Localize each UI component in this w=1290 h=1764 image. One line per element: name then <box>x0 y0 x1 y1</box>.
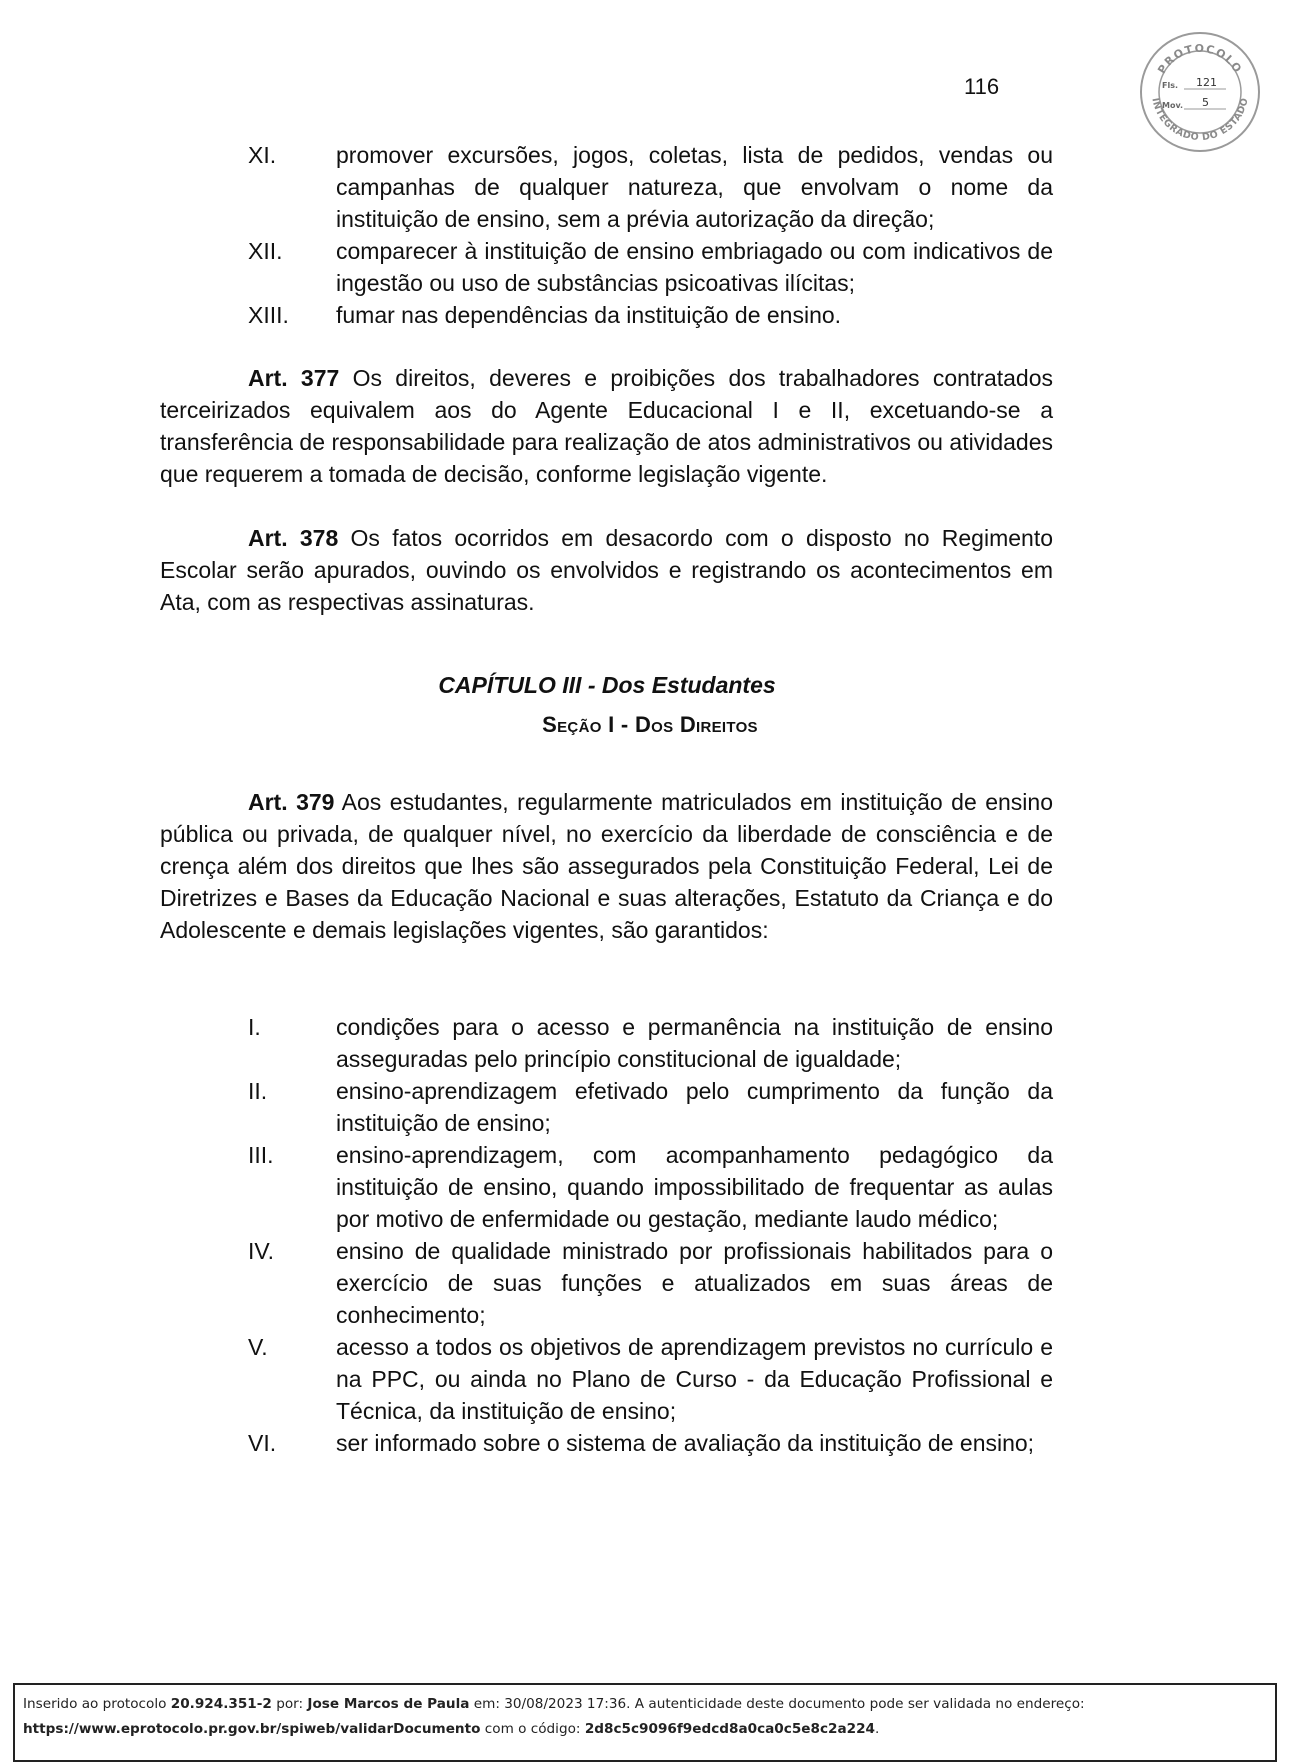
item-number: XI. <box>248 142 277 168</box>
list-item <box>160 1075 1053 1139</box>
item-text: promover excursões, jogos, coletas, lista de pedidos, vendas ou campanhas de qualquer natureza, que envolvam o nome da instituição de ensino, sem a prévia autorização da direção; <box>336 142 1053 232</box>
protocol-stamp <box>1138 30 1262 154</box>
stamp-fls-value: 121 <box>1196 76 1217 89</box>
article-text: Os direitos, deveres e proibições dos trabalhadores contratados terceirizados equivalem aos do Agente Educacional I e II, excetuando-se a transferência de responsabilidade para realização de atos administrativos ou atividades que requerem a tomada de decisão, conforme legislação vigente. <box>160 365 1054 487</box>
list-item <box>160 1427 1053 1459</box>
authenticity-footer <box>13 1683 1277 1762</box>
page-number: 116 <box>964 74 1000 99</box>
item-text: ser informado sobre o sistema de avaliação da instituição de ensino; <box>336 1430 1035 1456</box>
item-text: ensino-aprendizagem, com acompanhamento pedagógico da instituição de ensino, quando impossibilitado de frequentar as aulas por motivo de enfermidade ou gestação, mediante laudo médico; <box>336 1142 1053 1232</box>
stamp-mov-value: 5 <box>1202 96 1209 109</box>
svg-text:PROTOCOLO <box>1155 42 1244 76</box>
validation-url[interactable]: https://www.eprotocolo.pr.gov.br/spiweb/validarDocumento <box>23 1721 481 1737</box>
item-number: IV. <box>248 1238 275 1264</box>
article-text: Os fatos ocorridos em desacordo com o disposto no Regimento Escolar serão apurados, ouvindo os envolvidos e registrando os acontecimentos em Ata, com as respectivas assinaturas. <box>160 525 1053 615</box>
article-379 <box>160 786 1053 946</box>
chapter-title: CAPÍTULO III - Dos Estudantes <box>438 672 776 698</box>
section-title: Seção I - Dos Direitos <box>542 712 758 737</box>
stamp-bottom-text: INTEGRADO DO ESTADO <box>1149 96 1251 144</box>
item-number: VI. <box>248 1430 277 1456</box>
article-377 <box>160 362 1053 490</box>
article-label: Art. 378 <box>248 525 339 551</box>
list-item <box>160 1139 1053 1235</box>
stamp-mov-label: Mov. <box>1162 101 1184 110</box>
rights-list <box>160 1011 1053 1459</box>
item-text: ensino de qualidade ministrado por profissionais habilitados para o exercício de suas funções e atualizados em suas áreas de conhecimento; <box>336 1238 1053 1328</box>
item-text: acesso a todos os objetivos de aprendizagem previstos no currículo e na PPC, ou ainda no Plano de Curso - da Educação Profissional e Técnica, da instituição de ensino; <box>336 1334 1053 1424</box>
item-number: XII. <box>248 238 283 264</box>
item-number: I. <box>248 1014 261 1040</box>
article-label: Art. 379 <box>248 789 335 815</box>
author-name: Jose Marcos de Paula <box>307 1696 470 1712</box>
list-item <box>160 1331 1053 1427</box>
item-text: ensino-aprendizagem efetivado pelo cumprimento da função da instituição de ensino; <box>336 1078 1053 1136</box>
item-text: condições para o acesso e permanência na instituição de ensino asseguradas pelo princípio constitucional de igualdade; <box>336 1014 1053 1072</box>
item-text: fumar nas dependências da instituição de ensino. <box>336 302 842 328</box>
item-number: XIII. <box>248 302 289 328</box>
footer-line-1: Inserido ao protocolo 20.924.351-2 por: Jose Marcos de Paula em: 30/08/2023 17:36. A autenticidade deste documento pode ser validada no endereço: <box>23 1696 1085 1712</box>
article-label: Art. 377 <box>248 365 340 391</box>
item-number: III. <box>248 1142 274 1168</box>
stamp-top-text: PROTOCOLO <box>1155 42 1245 77</box>
item-text: comparecer à instituição de ensino embriagado ou com indicativos de ingestão ou uso de substâncias psicoativas ilícitas; <box>336 238 1053 296</box>
article-378 <box>160 522 1053 618</box>
list-item <box>160 139 1053 235</box>
prohibitions-list-continued <box>160 139 1053 331</box>
stamp-fls-label: Fls. <box>1162 81 1179 90</box>
item-number: II. <box>248 1078 268 1104</box>
list-item <box>160 1011 1053 1075</box>
protocol-number: 20.924.351-2 <box>170 1696 272 1712</box>
list-item <box>160 235 1053 299</box>
validation-code: 2d8c5c9096f9edcd8a0ca0c5e8c2a224 <box>584 1721 876 1737</box>
list-item <box>160 1235 1053 1331</box>
item-number: V. <box>248 1334 268 1360</box>
article-text: Aos estudantes, regularmente matriculados em instituição de ensino pública ou privada, de qualquer nível, no exercício da liberdade de consciência e de crença além dos direitos que lhes são assegurados pela Constituição Federal, Lei de Diretrizes e Bases da Educação Nacional e suas alterações, Estatuto da Criança e do Adolescente e demais legislações vigentes, são garantidos: <box>160 789 1054 943</box>
list-item <box>160 299 1053 331</box>
footer-line-2: https://www.eprotocolo.pr.gov.br/spiweb/validarDocumento com o código: 2d8c5c9096f9edcd8a0ca0c5e8c2a224. <box>23 1721 880 1737</box>
